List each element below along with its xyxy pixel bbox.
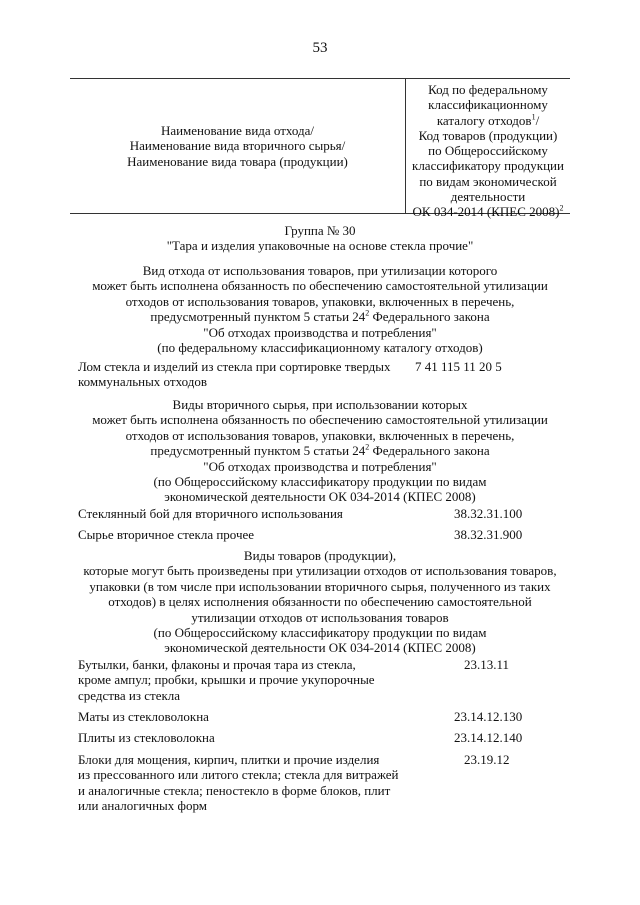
item-name-line: Стеклянный бой для вторичного использования [78, 506, 343, 521]
section-line [70, 309, 570, 324]
header-name-line: Наименование вида товара (продукции) [127, 153, 348, 169]
header-code-line: по видам экономической [419, 173, 557, 189]
item-name-line: средства из стекла [78, 687, 181, 703]
footnote-mark: 1 [531, 112, 536, 122]
header-code-line: Код товаров (продукции) [418, 127, 558, 143]
section-line: может быть исполнена обязанность по обеспечению самостоятельной утилизации [92, 278, 548, 294]
item-code: 38.32.31.900 [454, 527, 523, 542]
item-code: 23.19.12 [464, 752, 510, 767]
section-line: Вид отхода от использования товаров, при утилизации которого [142, 263, 498, 278]
section-line: Виды товаров (продукции), [243, 548, 397, 563]
section-line: (по Общероссийскому классификатору продукции по видам [153, 625, 487, 641]
item-name-line: Сырье вторичное стекла прочее [78, 527, 255, 542]
item-name-line: из прессованного или литого стекла; стекла для витражей [78, 767, 399, 783]
section-text: Федерального закона [369, 309, 490, 325]
footnote-mark: 2 [559, 204, 564, 214]
item-name-line: Маты из стекловолокна [78, 709, 209, 724]
section-line: (по Общероссийскому классификатору продукции по видам [153, 474, 487, 490]
item-name [78, 506, 408, 521]
section-line: "Об отходах производства и потребления" [203, 324, 437, 340]
item-name-line: и аналогичные стекла; пеностекло в форме блоков, плит [78, 782, 391, 798]
superscript: 2 [365, 442, 370, 452]
item-name-line: коммунальных отходов [78, 374, 207, 390]
section-text: Федерального закона [369, 443, 490, 459]
page-number: 53 [312, 40, 328, 56]
item-name-line: или аналогичных форм [78, 798, 207, 814]
waste-section-heading [70, 263, 570, 355]
header-name-line: Наименование вида отхода/ [160, 122, 315, 138]
header-code-line [406, 204, 570, 219]
item-name [78, 359, 408, 390]
header-table [70, 78, 570, 220]
item-code: 23.14.12.140 [454, 730, 523, 745]
header-code-text: ОК 034-2014 (КПЕС 2008) [412, 204, 560, 220]
products-section-heading [70, 548, 570, 656]
section-line: экономической деятельности ОК 034-2014 (КПЕС 2008) [164, 640, 476, 656]
header-code-column [406, 82, 570, 220]
header-code-line: деятельности [450, 189, 526, 205]
header-name-line: Наименование вида вторичного сырья/ [129, 138, 346, 154]
item-name [78, 709, 408, 724]
section-line: отходов от использования товаров, упаковки, включенных в перечень, [125, 427, 515, 443]
item-code: 38.32.31.100 [454, 506, 523, 521]
item-name-line: Лом стекла и изделий из стекла при сортировке твердых [78, 359, 391, 374]
section-line: отходов) в целях исполнения обязанности по обеспечению самостоятельной [108, 594, 532, 610]
header-code-line: Код по федеральному [428, 82, 548, 97]
group-title: Группа № 30 [284, 223, 356, 238]
header-code-line: классификационному [428, 97, 548, 113]
section-line: Виды вторичного сырья, при использовании которых [172, 397, 468, 412]
item-code: 23.14.12.130 [454, 709, 523, 724]
section-line: экономической деятельности ОК 034-2014 (КПЕС 2008) [164, 489, 476, 505]
superscript: 2 [365, 308, 370, 318]
section-text: предусмотренный пунктом 5 статьи 24 [150, 443, 366, 459]
item-code: 7 41 115 11 20 5 [415, 359, 502, 374]
item-name [78, 527, 408, 542]
header-name-column [70, 79, 405, 213]
group-subtitle: "Тара и изделия упаковочные на основе стекла прочие" [166, 238, 474, 254]
section-line: отходов от использования товаров, упаковки, включенных в перечень, [125, 293, 515, 309]
item-name-line: Блоки для мощения, кирпич, плитки и прочие изделия [78, 752, 380, 767]
item-name-line: Плиты из стекловолокна [78, 730, 215, 745]
section-line: утилизации отходов от использования товаров [191, 609, 449, 625]
section-line: (по федеральному классификационному каталогу отходов) [157, 340, 483, 356]
header-slash: / [535, 112, 540, 128]
group-heading [70, 223, 570, 254]
item-code: 23.13.11 [464, 657, 510, 672]
header-code-text: каталогу отходов [436, 112, 532, 128]
secondary-section-heading [70, 397, 570, 505]
section-line: "Об отходах производства и потребления" [203, 458, 437, 474]
item-name-line: кроме ампул; пробки, крышки и прочие укупорочные [78, 672, 375, 688]
header-code-line: по Общероссийскому [428, 143, 548, 159]
section-text: предусмотренный пунктом 5 статьи 24 [150, 309, 366, 325]
item-name [78, 752, 408, 814]
section-line [70, 443, 570, 458]
section-line: упаковки (в том числе при использовании вторичного сырья, полученного из таких [89, 578, 551, 594]
item-name [78, 657, 408, 703]
item-name [78, 730, 408, 745]
item-name-line: Бутылки, банки, флаконы и прочая тара из стекла, [78, 657, 356, 672]
section-line: может быть исполнена обязанность по обеспечению самостоятельной утилизации [92, 412, 548, 428]
header-code-line [406, 113, 570, 128]
section-line: которые могут быть произведены при утилизации отходов от использования товаров, [83, 563, 557, 579]
header-code-line: классификатору продукции [412, 158, 564, 174]
